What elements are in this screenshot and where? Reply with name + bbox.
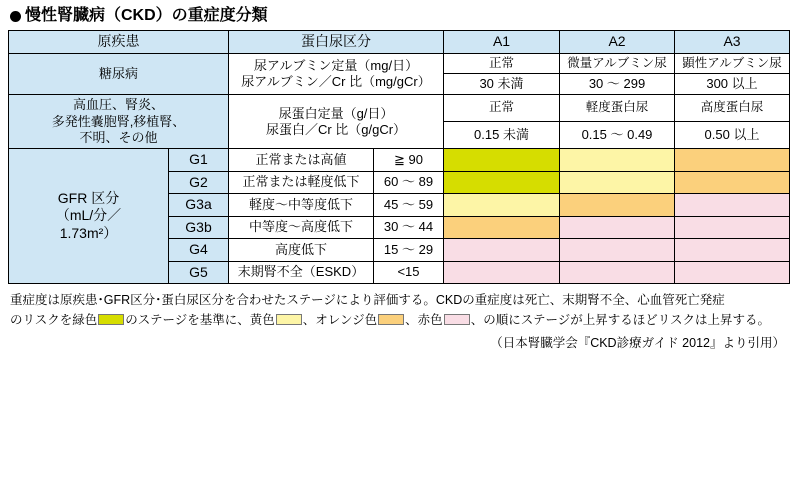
ckd-severity-table [8, 30, 790, 284]
gfr-desc-g1: 正常または高値 [229, 149, 374, 172]
diabetes-a3-value: 300 以上 [675, 74, 790, 95]
other-a3-value: 0.50 以上 [675, 121, 790, 148]
risk-cell-g4-a1 [444, 239, 560, 262]
legend-swatch-pink [444, 314, 470, 325]
risk-cell-g3a-a2 [560, 194, 675, 217]
diabetes-a3-label: 顕性アルブミン尿 [675, 53, 790, 74]
header-a1: A1 [444, 31, 560, 54]
other-a2-value: 0.15 〜 0.49 [560, 121, 675, 148]
gfr-stage-g2: G2 [169, 171, 229, 194]
risk-cell-g3b-a3 [675, 216, 790, 239]
risk-cell-g5-a3 [675, 261, 790, 284]
diabetes-a2-label: 微量アルブミン尿 [560, 53, 675, 74]
gfr-label-line1: GFR 区分 [57, 189, 120, 206]
source-credit: （日本腎臓学会『CKD診療ガイド 2012』より引用） [490, 335, 785, 350]
diabetes-a2-value: 30 〜 299 [560, 74, 675, 95]
measure-albumin-line2: 尿アルブミン／Cr 比（mg/gCr） [241, 73, 431, 89]
table-header-row [9, 31, 790, 54]
risk-cell-g3b-a1 [444, 216, 560, 239]
header-proteinuria: 蛋白尿区分 [229, 31, 444, 54]
bullet-icon [10, 11, 21, 22]
footnote-part1: 重症度は原疾患･GFR区分･蛋白尿区分を合わせたステージにより評価する。CKDの重症度は死亡、末期腎不全、心血管死亡発症 [10, 293, 725, 308]
gfr-row-g1 [9, 149, 790, 172]
disease-other-line3: 不明、その他 [79, 129, 158, 145]
risk-cell-g1-a3 [675, 149, 790, 172]
risk-cell-g2-a3 [675, 171, 790, 194]
measure-albumin-line1: 尿アルブミン定量（mg/日） [253, 57, 419, 73]
gfr-stage-g3b: G3b [169, 216, 229, 239]
gfr-value-g1: ≧ 90 [374, 149, 444, 172]
risk-cell-g2-a2 [560, 171, 675, 194]
gfr-desc-g5: 末期腎不全（ESKD） [229, 261, 374, 284]
page-title-text: 慢性腎臓病（CKD）の重症度分類 [25, 7, 268, 24]
header-a2: A2 [560, 31, 675, 54]
page-title [10, 8, 789, 24]
risk-cell-g3a-a1 [444, 194, 560, 217]
legend-swatch-yellow [276, 314, 302, 325]
other-a3-label: 高度蛋白尿 [675, 95, 790, 121]
gfr-desc-g2: 正常または軽度低下 [229, 171, 374, 194]
other-a1-label: 正常 [444, 95, 560, 121]
risk-cell-g2-a1 [444, 171, 560, 194]
disease-other-line2: 多発性嚢胞腎,移植腎、 [51, 113, 186, 129]
measure-albumin [229, 53, 444, 95]
risk-cell-g5-a2 [560, 261, 675, 284]
footnote-part3: のステージを基準に、黄色 [125, 312, 275, 327]
risk-cell-g1-a2 [560, 149, 675, 172]
other-a2-label: 軽度蛋白尿 [560, 95, 675, 121]
gfr-desc-g3a: 軽度〜中等度低下 [229, 194, 374, 217]
other-a1-value: 0.15 未満 [444, 121, 560, 148]
gfr-section-label [9, 149, 169, 284]
risk-cell-g4-a3 [675, 239, 790, 262]
gfr-value-g5: <15 [374, 261, 444, 284]
gfr-stage-g3a: G3a [169, 194, 229, 217]
legend-swatch-green [98, 314, 124, 325]
measure-protein-line2: 尿蛋白／Cr 比（g/gCr） [265, 121, 407, 137]
gfr-stage-g4: G4 [169, 239, 229, 262]
footnote-part6: 、の順にステージが上昇するほどリスクは上昇する。 [470, 312, 770, 327]
gfr-value-g2: 60 〜 89 [374, 171, 444, 194]
gfr-stage-g5: G5 [169, 261, 229, 284]
footnote [8, 291, 789, 330]
gfr-label-line3: 1.73m²） [59, 224, 118, 241]
diabetes-a1-value: 30 未満 [444, 74, 560, 95]
gfr-desc-g3b: 中等度〜高度低下 [229, 216, 374, 239]
measure-protein [229, 95, 444, 149]
risk-cell-g4-a2 [560, 239, 675, 262]
gfr-value-g4: 15 〜 29 [374, 239, 444, 262]
gfr-value-g3b: 30 〜 44 [374, 216, 444, 239]
risk-cell-g3b-a2 [560, 216, 675, 239]
risk-cell-g3a-a3 [675, 194, 790, 217]
diabetes-a1-label: 正常 [444, 53, 560, 74]
header-disease: 原疾患 [9, 31, 229, 54]
legend-swatch-orange [378, 314, 404, 325]
risk-cell-g1-a1 [444, 149, 560, 172]
measure-protein-line1: 尿蛋白定量（g/日） [278, 105, 394, 121]
gfr-desc-g4: 高度低下 [229, 239, 374, 262]
disease-other [9, 95, 229, 149]
risk-cell-g5-a1 [444, 261, 560, 284]
footnote-part5: 、赤色 [405, 312, 443, 327]
disease-other-line1: 高血圧、腎炎、 [72, 97, 164, 113]
gfr-stage-g1: G1 [169, 149, 229, 172]
gfr-label-line2: （mL/分／ [55, 207, 122, 224]
disease-diabetes: 糖尿病 [9, 53, 229, 95]
gfr-value-g3a: 45 〜 59 [374, 194, 444, 217]
row-other-labels [9, 95, 790, 121]
footnote-part2: のリスクを緑色 [10, 312, 98, 327]
header-a3: A3 [675, 31, 790, 54]
footnote-part4: 、オレンジ色 [302, 312, 378, 327]
row-diabetes-labels [9, 53, 790, 74]
